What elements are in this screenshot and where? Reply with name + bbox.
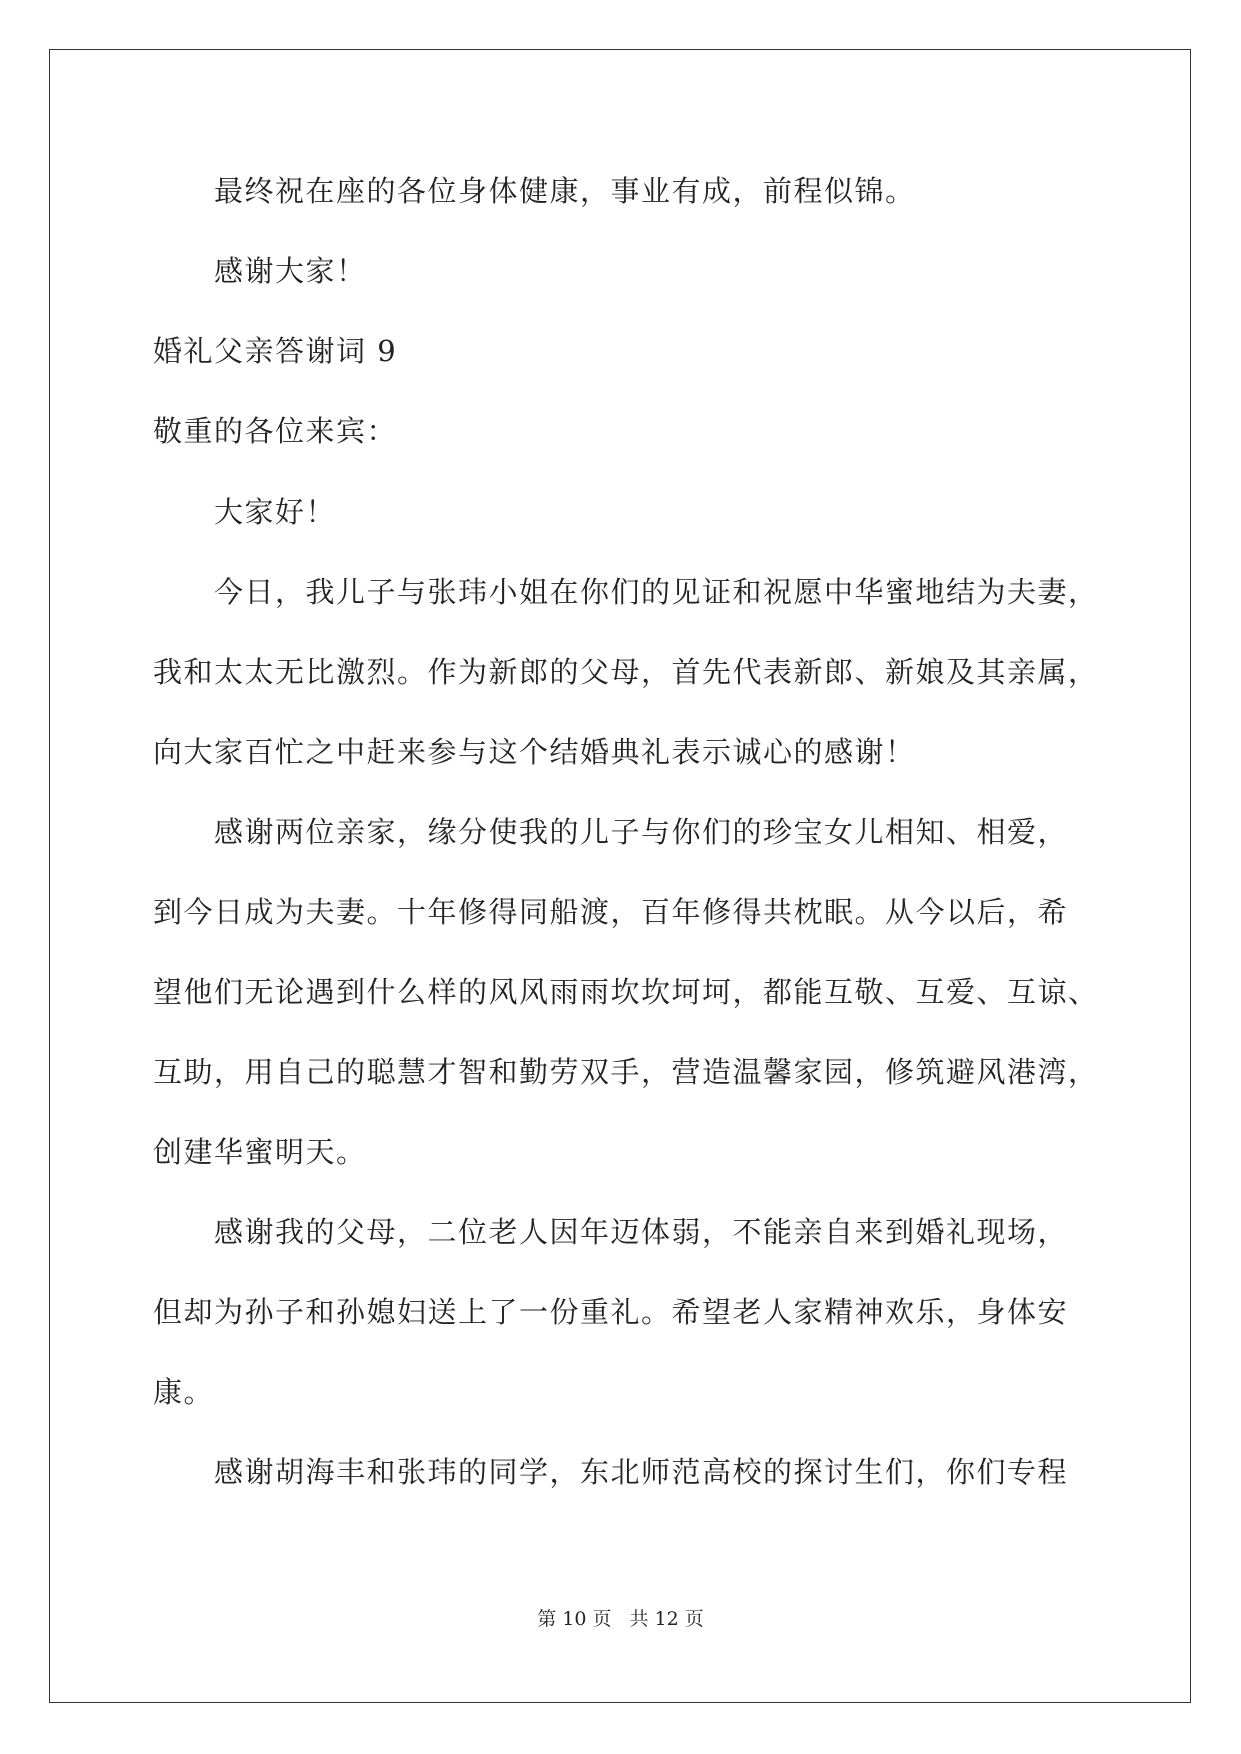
page-number: 第 10 页 bbox=[537, 1608, 612, 1630]
paragraph-line: 感谢胡海丰和张玮的同学，东北师范高校的探讨生们，你们专程 bbox=[214, 1455, 1069, 1489]
greeting: 大家好！ bbox=[214, 495, 337, 529]
section-heading: 婚礼父亲答谢词 9 bbox=[153, 334, 398, 368]
paragraph-line: 但却为孙子和孙媳妇送上了一份重礼。希望老人家精神欢乐，身体安 bbox=[153, 1295, 1069, 1329]
paragraph-line: 感谢大家！ bbox=[214, 254, 367, 288]
paragraph-line: 望他们无论遇到什么样的风风雨雨坎坎坷坷，都能互敬、互爱、互谅、 bbox=[153, 975, 1099, 1009]
paragraph-line: 康。 bbox=[153, 1375, 215, 1409]
paragraph-line: 感谢两位亲家，缘分使我的儿子与你们的珍宝女儿相知、相爱， bbox=[214, 815, 1069, 849]
salutation: 敬重的各位来宾： bbox=[153, 414, 398, 448]
paragraph-line: 今日，我儿子与张玮小姐在你们的见证和祝愿中华蜜地结为夫妻， bbox=[214, 575, 1099, 609]
paragraph-line: 创建华蜜明天。 bbox=[153, 1135, 367, 1169]
paragraph-line: 我和太太无比激烈。作为新郎的父母，首先代表新郎、新娘及其亲属， bbox=[153, 655, 1099, 689]
paragraph-line: 最终祝在座的各位身体健康，事业有成，前程似锦。 bbox=[214, 174, 916, 208]
page-footer bbox=[0, 1610, 1241, 1629]
paragraph-line: 感谢我的父母，二位老人因年迈体弱，不能亲自来到婚礼现场， bbox=[214, 1215, 1069, 1249]
paragraph-line: 向大家百忙之中赶来参与这个结婚典礼表示诚心的感谢！ bbox=[153, 735, 916, 769]
page-total: 共 12 页 bbox=[629, 1608, 704, 1630]
paragraph-line: 到今日成为夫妻。十年修得同船渡，百年修得共枕眠。从今以后，希 bbox=[153, 895, 1069, 929]
paragraph-line: 互助，用自己的聪慧才智和勤劳双手，营造温馨家园，修筑避风港湾， bbox=[153, 1055, 1099, 1089]
